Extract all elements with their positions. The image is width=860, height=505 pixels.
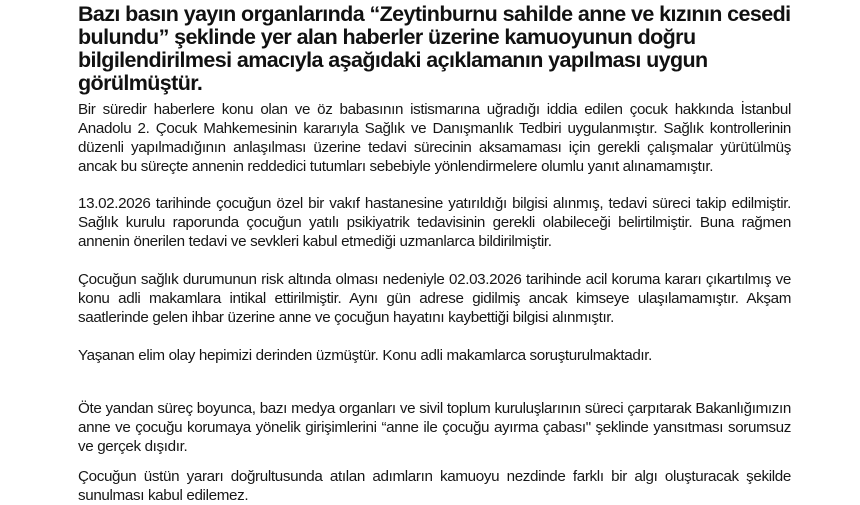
statement-paragraph-media-criticism: Öte yandan süreç boyunca, bazı medya organları ve sivil toplum kuruluşlarının süreci çarpıtarak Bakanlığımızın anne ve çocuğu korumaya yönelik girişimlerini “anne ile çocuğu ayırma çabası" şeklinde yansıtması sorumsuz ve gerçek dışıdır. <box>78 400 791 455</box>
statement-paragraph-protective-measure: Bir süredir haberlere konu olan ve öz babasının istismarına uğradığı iddia edilen çocuk hakkında İstanbul Anadolu 2. Çocuk Mahkemesinin kararıyla Sağlık ve Danışmanlık Tedbiri uygulanmıştır. Sağlık kontrollerinin düzenli yapılmadığının anlaşılması üzerine tedavi sürecinin aksamaması için gerekli çalışmalar yürütülmüş ancak bu süreçte annenin reddedici tutumları sebebiyle yönlendirmelere olumlu yanıt alınamamıştır. <box>78 101 791 175</box>
statement-paragraph-emergency-order: Çocuğun sağlık durumunun risk altında olması nedeniyle 02.03.2026 tarihinde acil koruma kararı çıkartılmış ve konu adli makamlara intikal ettirilmiştir. Aynı gün adrese gidilmiş ancak kimseye ulaşılamamıştır. Akşam saatlerinde gelen ihbar üzerine anne ve çocuğun hayatını kaybettiği bilgisi alınmıştır. <box>78 271 791 326</box>
statement-paragraph-condolence: Yaşanan elim olay hepimizi derinden üzmüştür. Konu adli makamlarca soruşturulmaktadır. <box>78 347 653 364</box>
statement-paragraph-hospitalization: 13.02.2026 tarihinde çocuğun özel bir vakıf hastanesine yatırıldığı bilgisi alınmış, tedavi süreci takip edilmiştir. Sağlık kurulu raporunda çocuğun yatılı psikiyatrik tedavisinin gerekli olabileceği belirtilmiştir. Buna rağmen annenin önerilen tedavi ve sevkleri kabul etmediği uzmanlarca bildirilmiştir. <box>78 195 791 250</box>
statement-paragraph-conclusion: Çocuğun üstün yararı doğrultusunda atılan adımların kamuoyu nezdinde farklı bir algı oluşturacak şekilde sunulması kabul edilemez. <box>78 468 791 504</box>
statement-headline: Bazı basın yayın organlarında “Zeytinburnu sahilde anne ve kızının cesedi bulundu” şeklinde yer alan haberler üzerine kamuoyunun doğru bilgilendirilmesi amacıyla aşağıdaki açıklamanın yapılması uygun görülmüştür. <box>78 2 791 95</box>
